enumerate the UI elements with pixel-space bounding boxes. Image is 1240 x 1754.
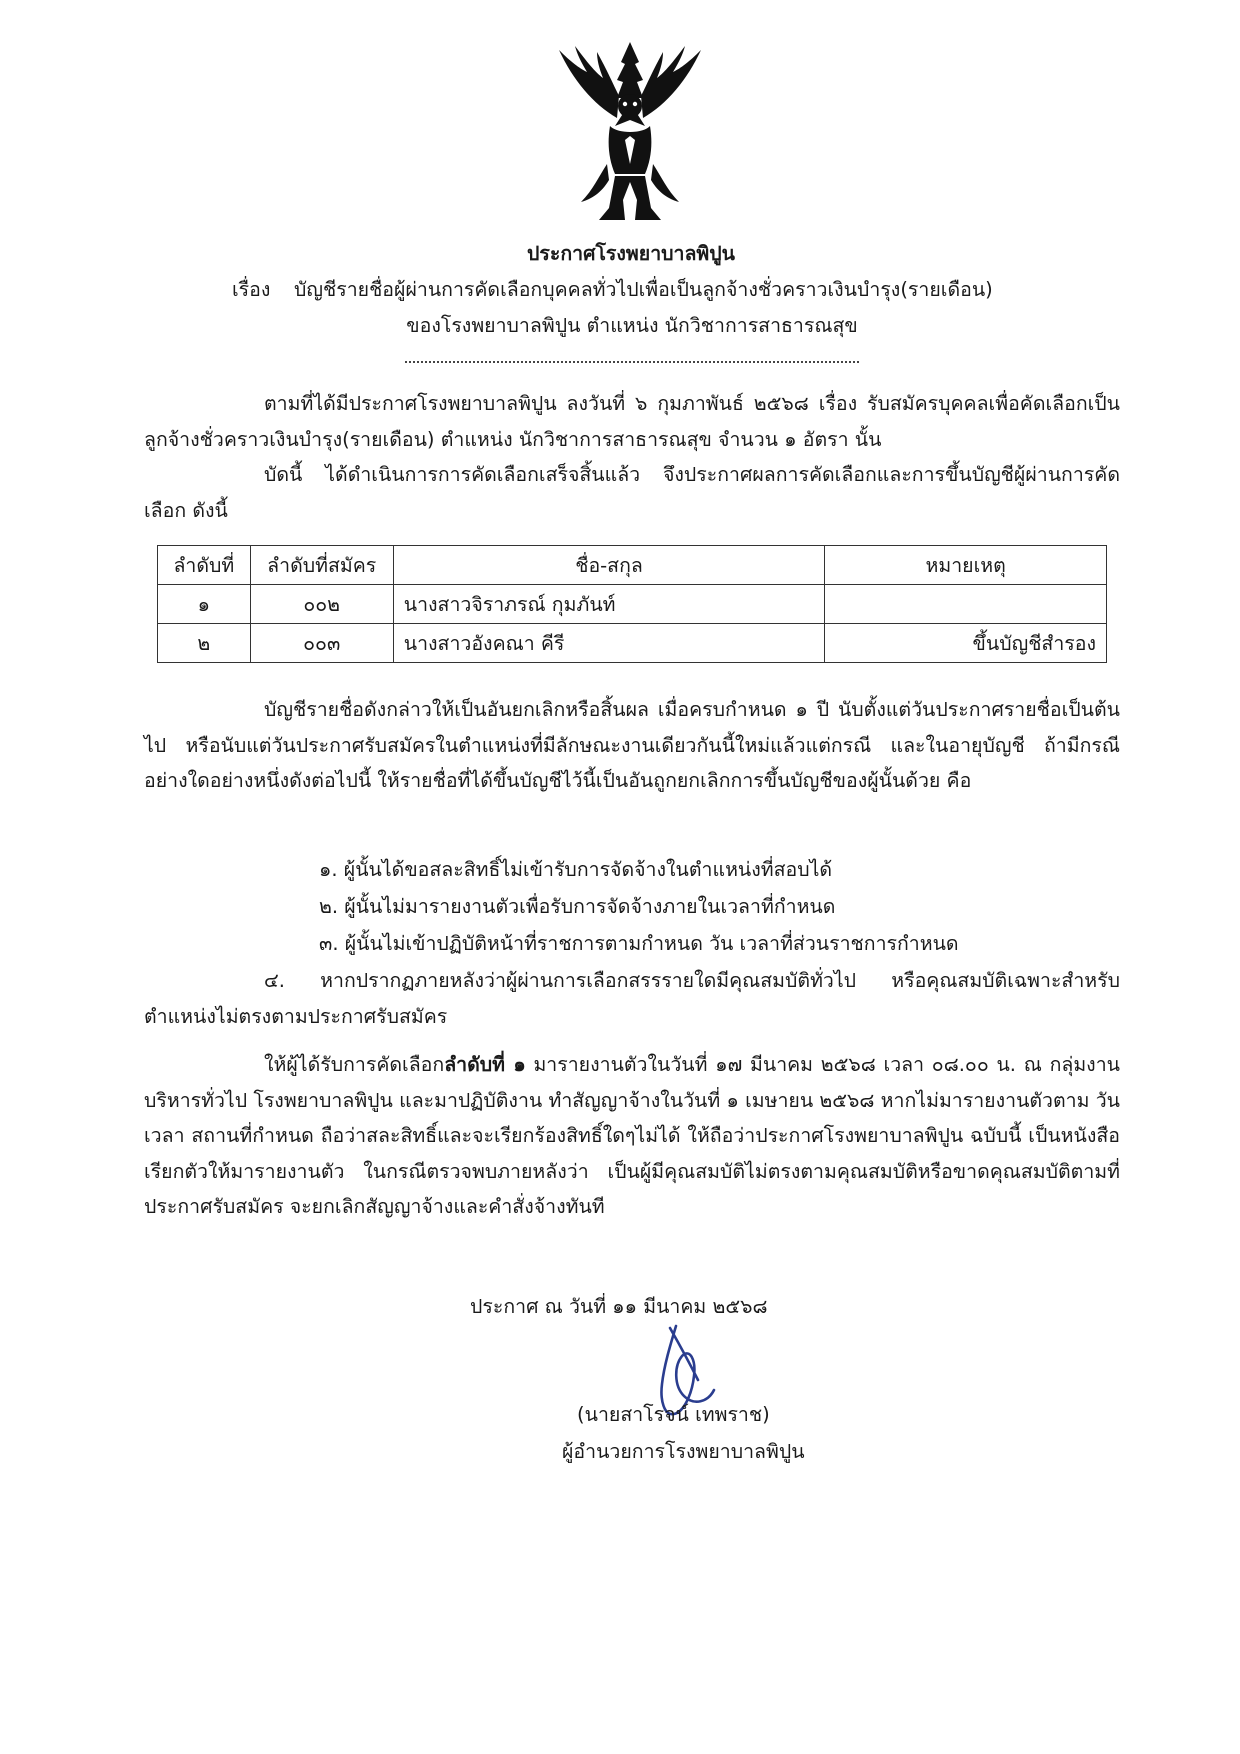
subject-line — [0, 272, 1240, 308]
header-application-number: ลำดับที่สมัคร — [250, 546, 393, 585]
cell-order: ๒ — [158, 624, 251, 663]
header-remark: หมายเหตุ — [825, 546, 1107, 585]
results-table — [157, 545, 1107, 663]
table-row — [158, 624, 1107, 663]
list-item: ๓. ผู้นั้นไม่เข้าปฏิบัติหน้าที่ราชการตามกำหนด วัน เวลาที่ส่วนราชการกำหนด — [319, 932, 959, 955]
paragraph-result: บัดนี้ ได้ดำเนินการการคัดเลือกเสร็จสิ้นแล้ว จึงประกาศผลการคัดเลือกและการขึ้นบัญชีผู้ผ่านการคัดเลือก ดังนี้ — [144, 463, 1120, 522]
subject-line-2: ของโรงพยาบาลพิปูน ตำแหน่ง นักวิชาการสาธารณสุข — [406, 314, 858, 337]
cell-remark: ขึ้นบัญชีสำรอง — [825, 624, 1107, 663]
report-order-highlight: ลำดับที่ ๑ — [444, 1053, 526, 1076]
list-item: ๑. ผู้นั้นได้ขอสละสิทธิ์ไม่เข้ารับการจัดจ้างในตำแหน่งที่สอบได้ — [319, 858, 833, 881]
cell-application-number: ๐๐๒ — [250, 585, 393, 624]
paragraph-condition-4: ๔. หากปรากฏภายหลังว่าผู้ผ่านการเลือกสรรรายใดมีคุณสมบัติทั่วไป หรือคุณสมบัติเฉพาะสำหรับตำแหน่งไม่ตรงตามประกาศรับสมัคร — [144, 969, 1120, 1028]
subject-text: บัญชีรายชื่อผู้ผ่านการคัดเลือกบุคคลทั่วไปเพื่อเป็นลูกจ้างชั่วคราวเงินบำรุง(รายเดือน) — [294, 278, 993, 301]
cell-application-number: ๐๐๓ — [250, 624, 393, 663]
signatory-name: (นายสาโรจน์ เทพราช) — [577, 1403, 770, 1426]
announcement-title: ประกาศโรงพยาบาลพิปูน — [527, 242, 735, 265]
document-heading — [0, 236, 1240, 344]
report-details: มารายงานตัวในวันที่ ๑๗ มีนาคม ๒๕๖๘ เวลา ๐๘.๐๐ น. ณ กลุ่มงานบริหารทั่วไป โรงพยาบาลพิปูน และมาปฏิบัติงาน ทำสัญญาจ้างในวันที่ ๑ เมษายน ๒๕๖๘ หากไม่มารายงานตัวตาม วัน เวลา สถานที่กำหนด ถือว่าสละสิทธิ์และจะเรียกร้องสิทธิ์ใดๆไม่ได้ ให้ถือว่าประกาศโรงพยาบาลพิปูน ฉบับนี้ เป็นหนังสือเรียกตัวให้มารายงานตัว ในกรณีตรวจพบภายหลังว่า เป็นผู้มีคุณสมบัติไม่ตรงตามคุณสมบัติหรือขาดคุณสมบัติตามที่ประกาศรับสมัคร จะยกเลิกสัญญาจ้างและคำสั่งจ้างทันที — [144, 1053, 1120, 1218]
cell-name: นางสาวจิราภรณ์ กุมภันท์ — [393, 585, 825, 624]
signatory-position: ผู้อำนวยการโรงพยาบาลพิปูน — [562, 1440, 805, 1463]
cell-name: นางสาวอังคณา คีรี — [393, 624, 825, 663]
table-header-row — [158, 546, 1107, 585]
header-order: ลำดับที่ — [158, 546, 251, 585]
subject-label: เรื่อง — [232, 278, 271, 301]
cell-order: ๑ — [158, 585, 251, 624]
dotted-divider — [405, 361, 859, 363]
paragraph-validity: บัญชีรายชื่อดังกล่าวให้เป็นอันยกเลิกหรือสิ้นผล เมื่อครบกำหนด ๑ ปี นับตั้งแต่วันประกาศรายชื่อเป็นต้นไป หรือนับแต่วันประกาศรับสมัครในตำแหน่งที่มีลักษณะงานเดียวกันนี้ใหม่แล้วแต่กรณี และในอายุบัญชี ถ้ามีกรณีอย่างใดอย่างหนึ่งดังต่อไปนี้ ให้รายชื่อที่ได้ขึ้นบัญชีไว้นี้เป็นอันถูกยกเลิกการขึ้นบัญชีของผู้นั้นด้วย คือ — [144, 698, 1120, 792]
paragraph-reference: ตามที่ได้มีประกาศโรงพยาบาลพิปูน ลงวันที่ ๖ กุมภาพันธ์ ๒๕๖๘ เรื่อง รับสมัครบุคคลเพื่อคัดเลือกเป็นลูกจ้างชั่วคราวเงินบำรุง(รายเดือน) ตำแหน่ง นักวิชาการสาธารณสุข จำนวน ๑ อัตรา นั้น — [144, 392, 1120, 451]
announcement-date: ประกาศ ณ วันที่ ๑๑ มีนาคม ๒๕๖๘ — [470, 1295, 768, 1318]
paragraph-report-instructions — [144, 1047, 1120, 1225]
cell-remark — [825, 585, 1107, 624]
header-name: ชื่อ-สกุล — [393, 546, 825, 585]
garuda-emblem — [555, 40, 705, 225]
list-item: ๒. ผู้นั้นไม่มารายงานตัวเพื่อรับการจัดจ้างภายในเวลาที่กำหนด — [319, 895, 836, 918]
table-row — [158, 585, 1107, 624]
report-intro: ให้ผู้ได้รับการคัดเลือก — [264, 1053, 445, 1076]
